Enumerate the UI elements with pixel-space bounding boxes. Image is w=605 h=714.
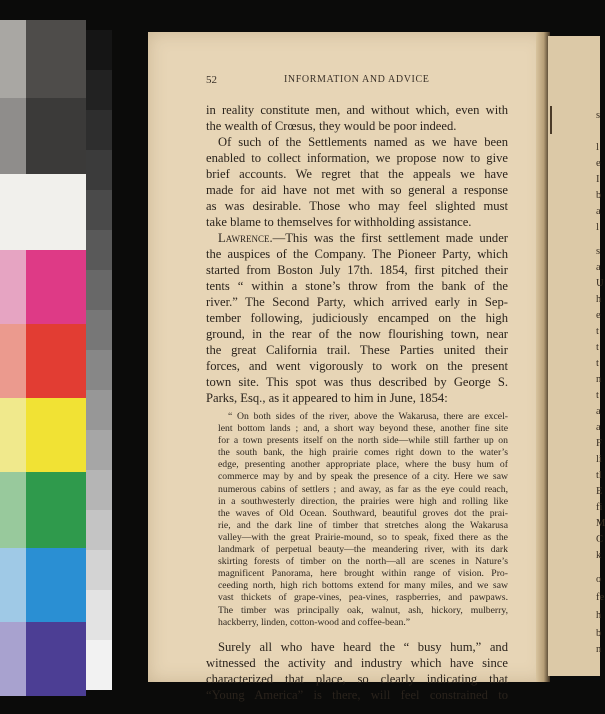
- mid-gray-chip: [0, 98, 26, 174]
- facing-text-fragment: t: [596, 358, 599, 369]
- text-line: as was desirable. Those who may feel slighted must: [206, 199, 508, 213]
- facing-text-fragment: a: [596, 262, 601, 273]
- red-chip: [26, 324, 86, 398]
- facing-text-fragment: M: [596, 518, 605, 529]
- facing-text-fragment: s: [596, 246, 601, 257]
- quote-line: landmark of perpetual beauty—the meandering river, with its dark: [218, 544, 508, 556]
- facing-page-edge: [548, 36, 605, 676]
- text-line: enabled to collect information, we propose now to give: [206, 151, 508, 165]
- facing-text-fragment: li: [596, 454, 602, 465]
- gray-step: [86, 310, 112, 350]
- facing-text-fragment: h: [596, 294, 602, 305]
- text-line: the wealth of Crœsus, they would be poor indeed.: [206, 119, 457, 133]
- facing-text-fragment: t: [596, 390, 599, 401]
- facing-text-fragment: b: [596, 628, 602, 639]
- text-line: brief accounts. We regret that the appeals we have: [206, 167, 508, 181]
- color-calibration-strip: [0, 20, 86, 696]
- text-line: take blame to themselves for withholding assistance.: [206, 215, 472, 229]
- quote-line: ceeding north, high rich bottoms extend for many miles, and we saw: [218, 580, 508, 592]
- block-quote: [206, 411, 508, 629]
- page-body: [206, 102, 508, 703]
- facing-text-fragment: a: [596, 206, 601, 217]
- section-lead: Lawrence.: [218, 231, 273, 245]
- lavender-chip: [0, 622, 26, 696]
- quote-line: in a southwesterly direction, the prairies were high and rolling like: [218, 495, 508, 507]
- facing-text-fragment: C: [596, 534, 604, 545]
- facing-text-fragment: e: [596, 310, 601, 321]
- quote-line: skirting forests of timber on the north—all are scenes in Nature’s: [218, 556, 508, 568]
- facing-text-fragment: o: [596, 574, 602, 585]
- gray-step: [86, 350, 112, 390]
- quote-line: The timber was principally oak, walnut, ash, hickory, mulberry,: [218, 604, 508, 616]
- text-line: [206, 230, 508, 246]
- charcoal-chip: [26, 98, 86, 174]
- facing-text-fragment: n: [596, 644, 602, 655]
- pink-chip: [0, 250, 26, 324]
- facing-text-fragment: F: [596, 438, 602, 449]
- dark-gray-chip: [26, 20, 86, 98]
- text-line: river.” The Second Party, which arrived early in Sep-: [206, 295, 508, 309]
- facing-text-fragment: l: [596, 222, 599, 233]
- facing-text-fragment: l: [596, 142, 599, 153]
- blue-chip: [26, 548, 86, 622]
- quote-line: rie, and the dark line of timber that stretches along the Wakarusa: [218, 519, 508, 531]
- page-number: 52: [206, 74, 217, 86]
- gray-step: [86, 30, 112, 70]
- quote-line: the waves of Old Ocean. Southward, beautiful groves dot the prai-: [218, 507, 508, 519]
- facing-text-fragment: tl: [596, 470, 602, 481]
- gray-step: [86, 190, 112, 230]
- gray-step: [86, 70, 112, 110]
- gray-step: [86, 110, 112, 150]
- facing-text-fragment: I: [596, 174, 600, 185]
- text-line: Surely all who have heard the “ busy hum,” and: [218, 639, 508, 654]
- gray-step: [86, 470, 112, 510]
- quote-line: magnificent Panorama, here brought within range of vision. Pro-: [218, 568, 508, 580]
- facing-text-fragment: b: [596, 190, 602, 201]
- text-line: made for aid have not met with so general a response: [206, 183, 508, 197]
- text-line: “Young America” is there, will feel constrained to: [206, 687, 508, 702]
- quote-line: commerce may by and by speak the presence of a city. Here we saw: [218, 471, 508, 483]
- quote-line: for a town presents itself on the north side—while still farther up on: [218, 435, 508, 447]
- gray-step: [86, 550, 112, 590]
- text-line: characterized that place, so clearly indicating that: [206, 671, 508, 686]
- quote-line: numerous cabins of settlers ; and away, as far as the eye could reach,: [218, 483, 508, 495]
- facing-text-fragment: fi: [596, 502, 603, 513]
- yellow-chip: [26, 398, 86, 472]
- salmon-chip: [0, 324, 26, 398]
- facing-text-fragment: t: [596, 326, 599, 337]
- text-line: town site. This spot was thus described by George S.: [206, 375, 508, 389]
- facing-text-fragment: a: [596, 422, 601, 433]
- text-line: forces, and went vigorously to work on the present: [206, 359, 508, 373]
- quote-line: hackberry, linden, cotton-wood and coffee-bean.”: [218, 616, 411, 628]
- text-line: Of such of the Settlements named as we have been: [218, 135, 508, 149]
- paragraph: [206, 102, 508, 134]
- pale-yellow-chip: [0, 398, 26, 472]
- quote-line: edge, presenting another appropriate place, where the busy hum of: [218, 459, 508, 471]
- facing-text-fragment: k: [596, 550, 602, 561]
- magenta-chip: [26, 250, 86, 324]
- text-line: in reality constitute men, and without which, even with: [206, 103, 508, 117]
- facing-text-fragment: n: [596, 374, 602, 385]
- running-head-title: INFORMATION AND ADVICE: [284, 74, 430, 85]
- paragraph-closing: [206, 639, 508, 703]
- text-line: started from Boston July 17th. 1854, first pitched their: [206, 263, 508, 277]
- gray-step: [86, 150, 112, 190]
- gray-chip: [0, 20, 26, 98]
- text-line: tents “ within a stone’s throw from the bank of the: [206, 279, 508, 293]
- gray-step: [86, 510, 112, 550]
- gray-step: [86, 230, 112, 270]
- gray-step: [86, 590, 112, 640]
- green-chip: [26, 472, 86, 548]
- running-header: [206, 74, 516, 90]
- gray-step: [86, 390, 112, 430]
- quote-line: lent bottom lands ; and, a short way beyond these, another fine site: [218, 423, 508, 435]
- facing-text-fragment: s: [596, 110, 601, 121]
- text-line: witnessed the activity and industry which have since: [206, 655, 508, 670]
- paragraph: [206, 134, 508, 230]
- pale-green-chip: [0, 472, 26, 548]
- facing-text-fragment: h: [596, 610, 602, 621]
- facing-text-fragment: e: [596, 158, 601, 169]
- quote-line: valley—with the great Prairie-mound, so to speak, fixed there as the: [218, 531, 508, 543]
- facing-text-fragment: fe: [596, 592, 605, 603]
- facing-text-fragment: t: [596, 342, 599, 353]
- text-line: ground, in the rear of the now flourishing town, near: [206, 327, 508, 341]
- book-page: [148, 32, 546, 702]
- grayscale-strip: [86, 30, 112, 690]
- facing-text-fragment: E: [596, 486, 603, 497]
- quote-line: “ On both sides of the river, above the Wakarusa, there are excel-: [228, 411, 508, 422]
- quote-line: the south bank, the high prairie comes right down to the water’s: [218, 447, 508, 459]
- facing-text-fragment: a: [596, 406, 601, 417]
- gray-step: [86, 640, 112, 690]
- gray-step: [86, 430, 112, 470]
- paragraph-lawrence: [206, 230, 508, 406]
- quote-line: vast thickets of grape-vines, pea-vines, raspberries, and pawpaws.: [218, 592, 508, 604]
- gray-step: [86, 270, 112, 310]
- text-line: the great California trail. These Parties united their: [206, 343, 508, 357]
- text-run: —This was the first settlement made under: [272, 231, 508, 245]
- text-line: the auspices of the Company. The Pioneer Party, which: [206, 247, 508, 261]
- text-line: Parks, Esq., as it appeared to him in June, 1854:: [206, 391, 448, 405]
- margin-mark: [550, 106, 552, 134]
- purple-chip: [26, 622, 86, 696]
- white-chip: [0, 174, 86, 250]
- text-line: tember following, judiciously encamped on the high: [206, 311, 508, 325]
- facing-text-fragment: U: [596, 278, 604, 289]
- pale-blue-chip: [0, 548, 26, 622]
